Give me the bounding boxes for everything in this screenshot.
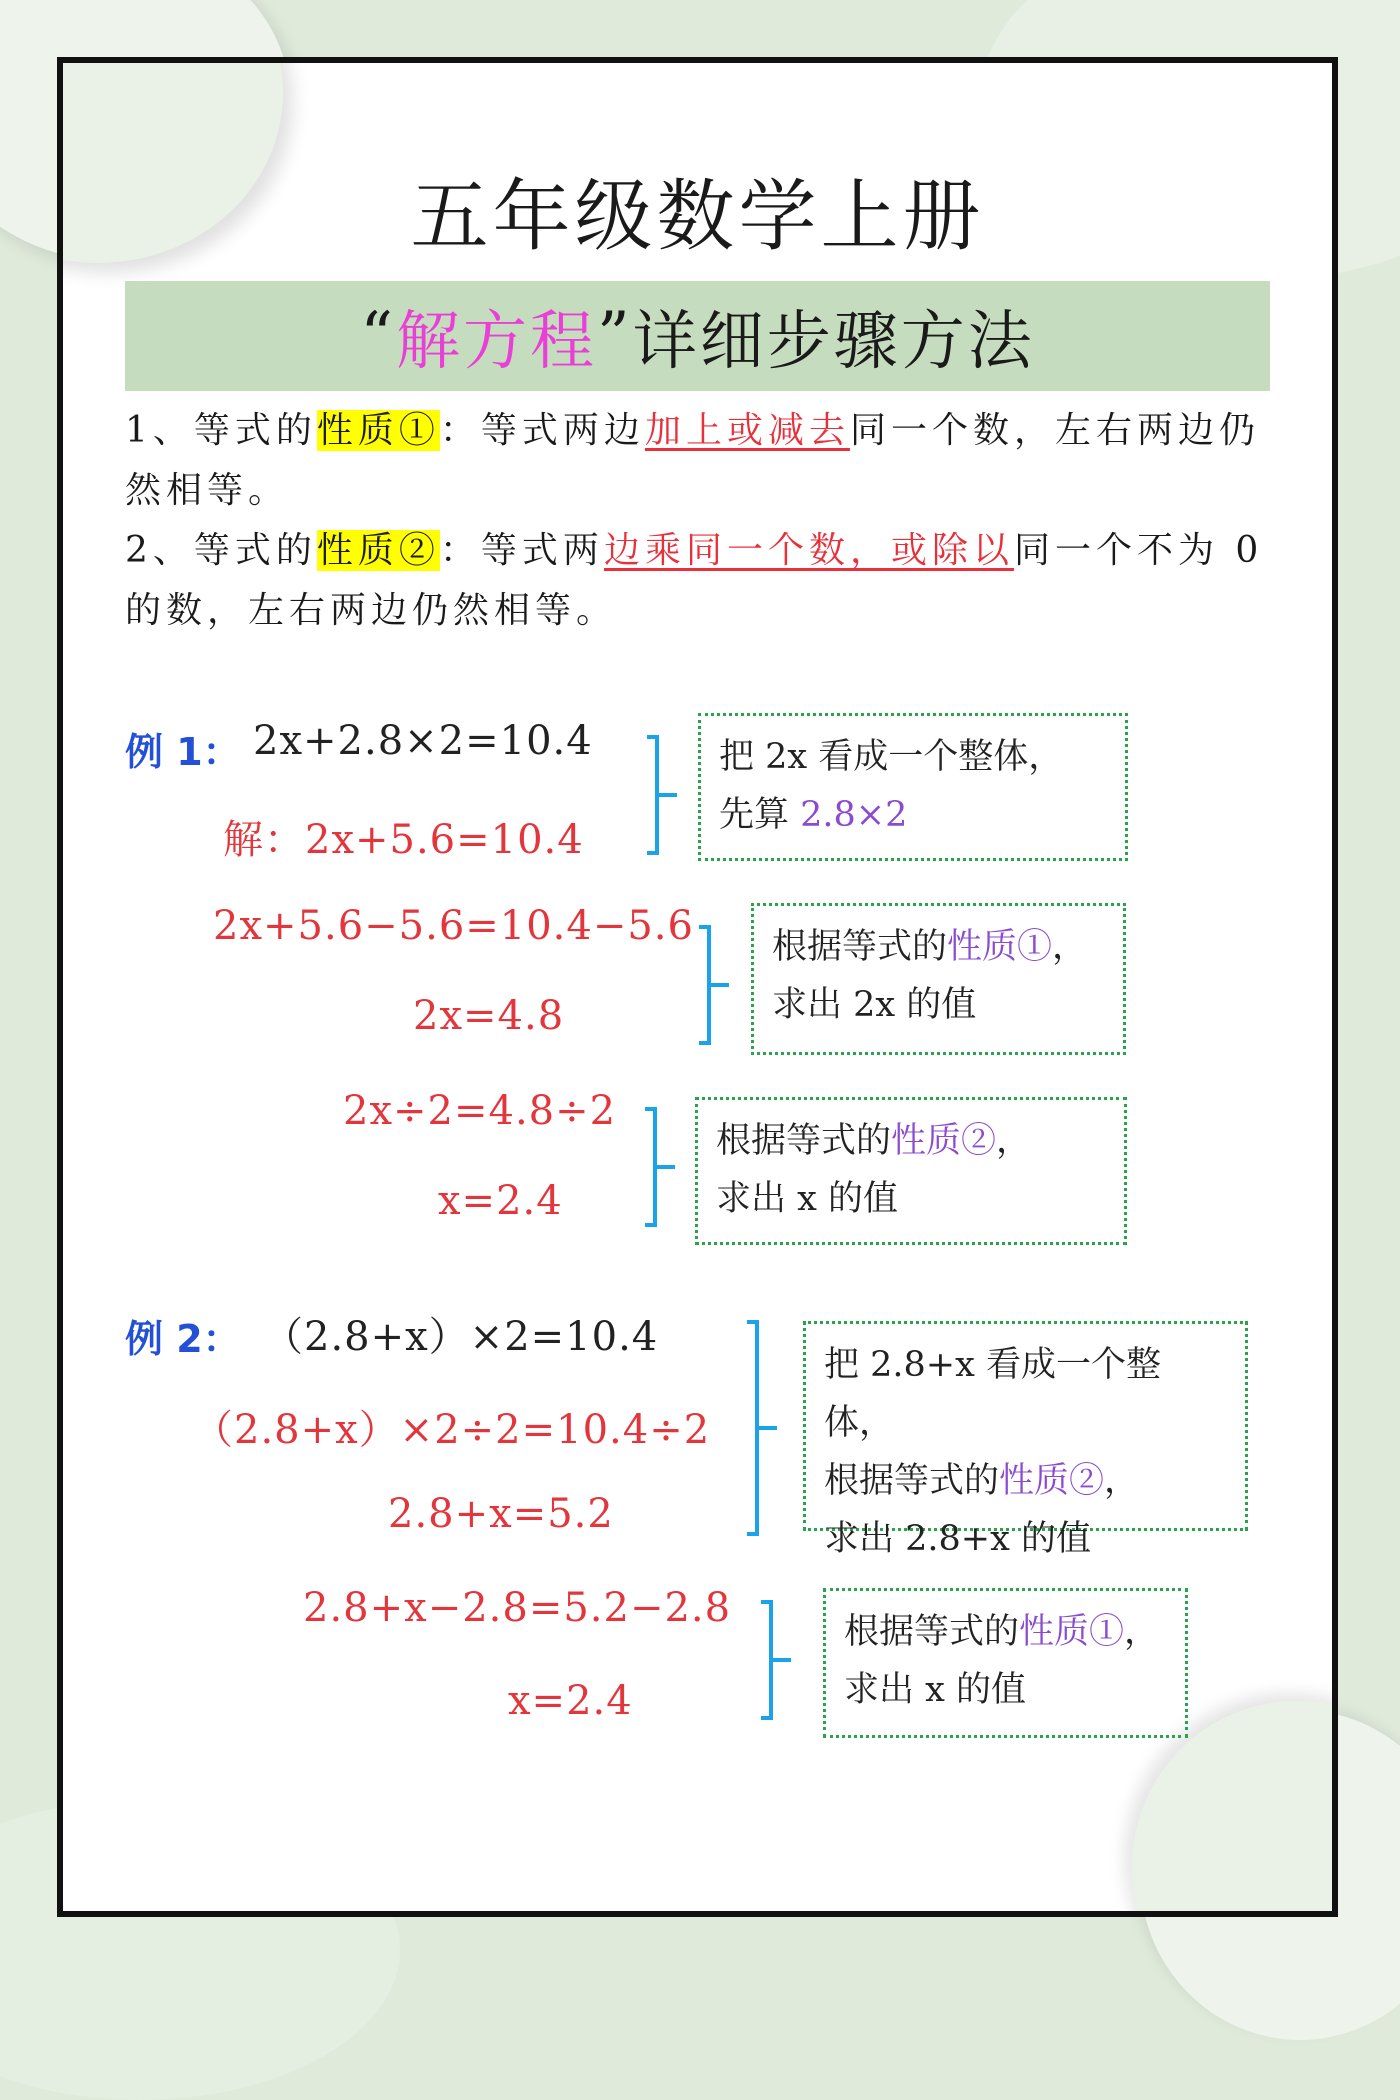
example-2-step-3: 2.8+x−2.8=5.2−2.8	[303, 1585, 732, 1631]
example-2-brace-1	[743, 1318, 783, 1538]
example-1-note-2-line-1	[772, 918, 1105, 976]
example-1-note-1	[698, 713, 1128, 861]
example-2-note-2	[823, 1588, 1188, 1738]
example-2-note-1-comma: ，	[1104, 1461, 1140, 1501]
banner-highlight: 解方程	[396, 305, 597, 379]
example-1-note-2-comma: ，	[1052, 927, 1088, 967]
property-1-tag: 性质①	[316, 410, 440, 451]
example-2-note-1-property: 性质②	[999, 1461, 1105, 1501]
subtitle-banner	[125, 281, 1270, 391]
property-2-emphasis: 边乘同一个数，或除以	[603, 530, 1014, 571]
example-2-step-1: （2.8+x）×2÷2=10.4÷2	[193, 1407, 711, 1453]
example-1-note-2	[751, 903, 1126, 1055]
example-2-note-2-line-1-text: 根据等式的	[844, 1612, 1020, 1652]
property-1-rest: 同一个数，左右两边仍然相等。	[125, 410, 1260, 511]
example-2-equation: （2.8+x）×2=10.4	[263, 1314, 659, 1360]
example-1-note-2-line-1-text: 根据等式的	[772, 927, 948, 967]
example-1-note-1-line-2-text: 先算	[719, 795, 801, 835]
example-2-note-2-property: 性质①	[1019, 1612, 1125, 1652]
example-1-note-2-line-2: 求出 2x 的值	[772, 985, 977, 1025]
banner-quote-open: “	[360, 299, 396, 373]
example-2-note-1	[803, 1321, 1248, 1559]
example-1-brace-1	[643, 733, 683, 857]
example-1-note-2-property: 性质①	[947, 927, 1053, 967]
example-2-note-1-line-1: 把 2.8+x 看成一个整体，	[824, 1345, 1161, 1443]
example-1-note-3-property: 性质②	[891, 1121, 997, 1161]
example-2-note-2-line-2: 求出 x 的值	[844, 1670, 1026, 1710]
worksheet-page	[57, 57, 1338, 1917]
example-1-note-3-line-2: 求出 x 的值	[716, 1179, 898, 1219]
example-1-step-5: x=2.4	[438, 1178, 563, 1224]
example-1-equation: 2x+2.8×2=10.4	[253, 718, 593, 764]
example-1-step-4: 2x÷2=4.8÷2	[343, 1088, 617, 1134]
example-2-note-2-comma: ，	[1124, 1612, 1160, 1652]
example-2-step-4: x=2.4	[508, 1678, 633, 1724]
banner-rest: 详细步骤方法	[632, 305, 1035, 379]
example-2-brace-2	[757, 1598, 797, 1722]
property-2-rest: 同一个不为 0 的数，左右两边仍然相等。	[125, 530, 1264, 631]
example-2-step-2: 2.8+x=5.2	[388, 1491, 614, 1537]
example-1-brace-2	[695, 923, 735, 1047]
property-1	[125, 401, 1275, 521]
example-1-note-1-line-2	[719, 786, 1107, 844]
property-2-mid: ：等式两	[439, 530, 604, 571]
example-1-label: 例 1：	[125, 730, 241, 774]
property-2	[125, 521, 1275, 641]
example-1-note-3-line-1-text: 根据等式的	[716, 1121, 892, 1161]
example-1-note-1-line-2-highlight: 2.8×2	[800, 795, 908, 835]
example-1-note-1-line-1: 把 2x 看成一个整体，	[719, 737, 1064, 777]
example-1-step-1: 解：2x+5.6=10.4	[223, 817, 584, 863]
property-1-lead: 1、等式的	[125, 410, 317, 451]
property-1-emphasis: 加上或减去	[644, 410, 850, 451]
example-1-step-2: 2x+5.6−5.6=10.4−5.6	[213, 903, 694, 949]
example-2-note-1-line-2-text: 根据等式的	[824, 1461, 1000, 1501]
property-2-lead: 2、等式的	[125, 530, 317, 571]
example-1-note-3-comma: ，	[996, 1121, 1032, 1161]
example-1-brace-3	[641, 1105, 681, 1229]
example-1-step-3: 2x=4.8	[413, 993, 565, 1039]
banner-quote-close: ”	[597, 299, 633, 373]
page-title: 五年级数学上册	[410, 172, 985, 262]
example-2-label: 例 2：	[125, 1317, 241, 1361]
example-1-note-3-line-1	[716, 1112, 1106, 1170]
property-1-mid: ：等式两边	[439, 410, 645, 451]
example-2-note-1-line-2	[824, 1452, 1227, 1510]
example-2-note-1-line-3: 求出 2.8+x 的值	[824, 1519, 1091, 1559]
example-2-note-2-line-1	[844, 1603, 1167, 1661]
example-1-note-3	[695, 1097, 1127, 1245]
property-2-tag: 性质②	[316, 530, 440, 571]
